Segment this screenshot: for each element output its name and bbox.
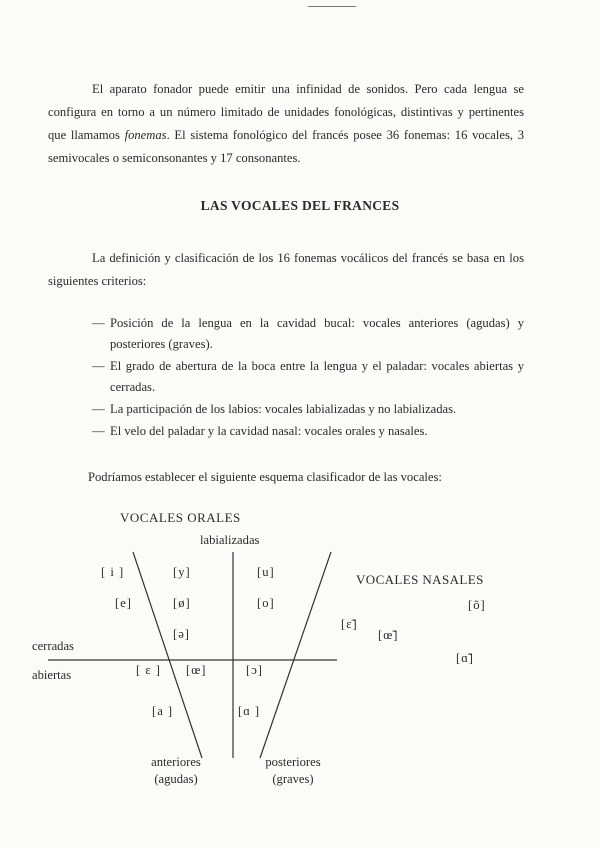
nasal-vowels-title: VOCALES NASALES: [356, 572, 484, 587]
dash-bullet: —: [92, 316, 105, 330]
vowel-e: [e]: [115, 596, 132, 610]
back-label: posteriores: [265, 755, 321, 769]
definition-paragraph: La definición y clasificación de los 16 fonemas vocálicos del francés se basa en los siguientes criterios:: [48, 251, 524, 288]
vowel-o-open: [ɔ]: [246, 663, 263, 677]
vowel-schwa: [ə]: [173, 627, 190, 641]
front-edge-line: [133, 552, 202, 758]
vowel-oe-open: [œ]: [186, 663, 207, 677]
vowel-u: [u]: [257, 565, 275, 579]
vowel-oe-nasal: [œ̃]: [378, 628, 399, 642]
dash-bullet: —: [92, 402, 105, 416]
vowel-e-nasal: [ɛ̃]: [341, 617, 358, 631]
criteria-text: Posición de la lengua en la cavidad bucal: vocales anteriores (agudas) y posteriores (graves).: [110, 316, 524, 351]
dash-bullet: —: [92, 359, 105, 373]
front-label: anteriores: [151, 755, 201, 769]
section-title: LAS VOCALES DEL FRANCES: [200, 198, 400, 213]
labialized-label: labializadas: [200, 533, 260, 547]
vowel-i: [ i ]: [101, 565, 125, 579]
closed-label: cerradas: [32, 639, 74, 653]
back-edge-line: [260, 552, 331, 758]
intro-term-fonemas: fonemas: [124, 128, 167, 142]
vowel-a-back: [ɑ ]: [238, 704, 261, 718]
vowel-o-closed-front: [ø]: [173, 596, 191, 610]
criteria-text: El velo del paladar y la cavidad nasal: vocales orales y nasales.: [110, 424, 428, 438]
back-sub-label: (graves): [272, 772, 314, 786]
intro-text-before: El aparato fonador puede emitir una infinidad de sonidos. Pero cada lengua se configura en torno a un número limitado de unidades fonológicas, distintivas y pertinentes que llamamos: [48, 82, 524, 142]
open-label: abiertas: [32, 668, 72, 682]
vowel-o-nasal: [õ]: [468, 598, 486, 612]
vowel-a-nasal: [ɑ̃]: [456, 651, 474, 665]
oral-vowels-title: VOCALES ORALES: [120, 510, 241, 525]
intro-text-after: . El sistema fonológico del francés posee 36 fonemas: 16 vocales, 3 semivocales o semiconsonantes y 17 consonantes.: [48, 128, 524, 165]
vowel-a-front: [a ]: [152, 704, 174, 718]
scheme-intro: Podríamos establecer el siguiente esquema clasificador de las vocales:: [88, 470, 442, 484]
criteria-text: La participación de los labios: vocales labializadas y no labializadas.: [110, 402, 457, 416]
vowel-e-open: [ ɛ ]: [136, 663, 161, 677]
front-sub-label: (agudas): [154, 772, 198, 786]
dash-bullet: —: [92, 424, 105, 438]
vowel-y: [y]: [173, 565, 191, 579]
criteria-text: El grado de abertura de la boca entre la lengua y el paladar: vocales abiertas y cerradas.: [110, 359, 524, 394]
vowel-o-closed-back: [o]: [257, 596, 275, 610]
